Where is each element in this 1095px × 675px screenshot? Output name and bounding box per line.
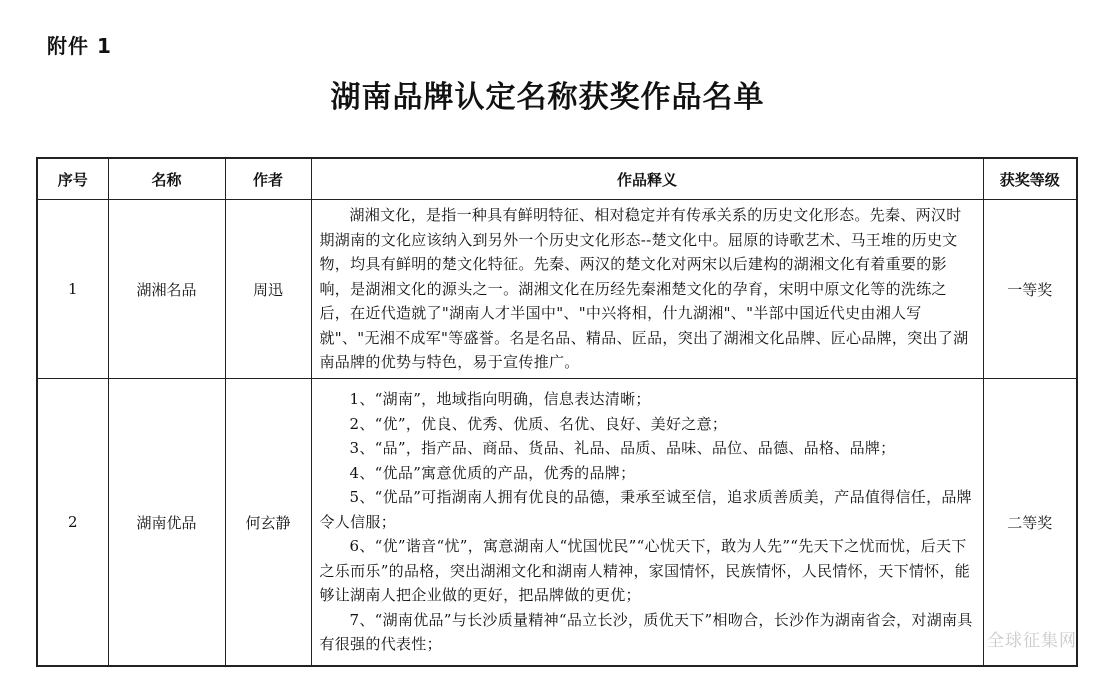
document-title: 湖南品牌认定名称获奖作品名单: [330, 80, 765, 115]
row-award: 二等奖: [983, 379, 1077, 667]
row-award: 一等奖: [983, 200, 1077, 379]
row-author: 周迅: [225, 200, 311, 379]
table-row: [37, 200, 1077, 379]
attachment-label: 附件 1: [47, 34, 112, 58]
table-row: [37, 379, 1077, 667]
row-index: 2: [37, 379, 108, 667]
explanation-item: 7、“湖南优品”与长沙质量精神“品立长沙，质优天下”相吻合，长沙作为湖南省会，对湖南具有很强的代表性；: [319, 610, 973, 654]
explanation-item: 1、“湖南”，地域指向明确，信息表达清晰；: [349, 390, 651, 409]
header-name: 名称: [108, 158, 225, 200]
row-explanation: [311, 379, 983, 667]
row-index: 1: [37, 200, 108, 379]
explanation-item: 2、“优”，优良、优秀、优质、名优、良好、美好之意；: [349, 414, 728, 433]
row-name: 湖南优品: [108, 379, 225, 667]
table-header-row: [37, 158, 1077, 200]
header-award: 获奖等级: [983, 158, 1077, 200]
watermark: 全球征集网: [987, 631, 1077, 651]
row-explanation: [311, 200, 983, 379]
explanation-item: 4、“优品”寓意优质的产品，优秀的品牌；: [349, 463, 636, 482]
header-author: 作者: [225, 158, 311, 200]
header-index: 序号: [37, 158, 108, 200]
row-name: 湖湘名品: [108, 200, 225, 379]
explanation-item: 3、“品”，指产品、商品、货品、礼品、品质、品味、品位、品德、品格、品牌；: [349, 439, 896, 458]
explanation-paragraph: 湖湘文化，是指一种具有鲜明特征、相对稳定并有传承关系的历史文化形态。先秦、两汉时期湖南的文化应该纳入到另外一个历史文化形态--楚文化中。屈原的诗歌艺术、马王堆的历史文物，均具有鲜明的楚文化特征。先秦、两汉的楚文化对两宋以后建构的湖湘文化有着重要的影响，是湖湘文化的源头之一。湖湘文化在历经先秦湘楚文化的孕育，宋明中原文化等的洗练之后，在近代造就了"湖南人才半国中"、"中兴将相，什九湖湘"、"半部中国近代史由湘人写就"、"无湘不成军"等盛誉。名是名品、精品、匠品，突出了湖湘文化品牌、匠心品牌，突出了湖南品牌的优势与特色，易于宣传推广。: [319, 206, 969, 372]
explanation-item: 5、“优品”可指湖南人拥有优良的品德，秉承至诚至信，追求质善质美，产品值得信任，品牌令人信服；: [319, 488, 972, 531]
explanation-item: 6、“优”谐音“忧”，寓意湖南人“忧国忧民”“心忧天下，敢为人先”“先天下之忧而忧，后天下之乐而乐”的品格，突出湖湘文化和湖南人精神，家国情怀，民族情怀，人民情怀，天下情怀，能够让湖南人把企业做的更好，把品牌做的更优；: [319, 537, 971, 605]
row-author: 何玄静: [225, 379, 311, 667]
award-table: [36, 157, 1078, 667]
header-explanation: 作品释义: [311, 158, 983, 200]
